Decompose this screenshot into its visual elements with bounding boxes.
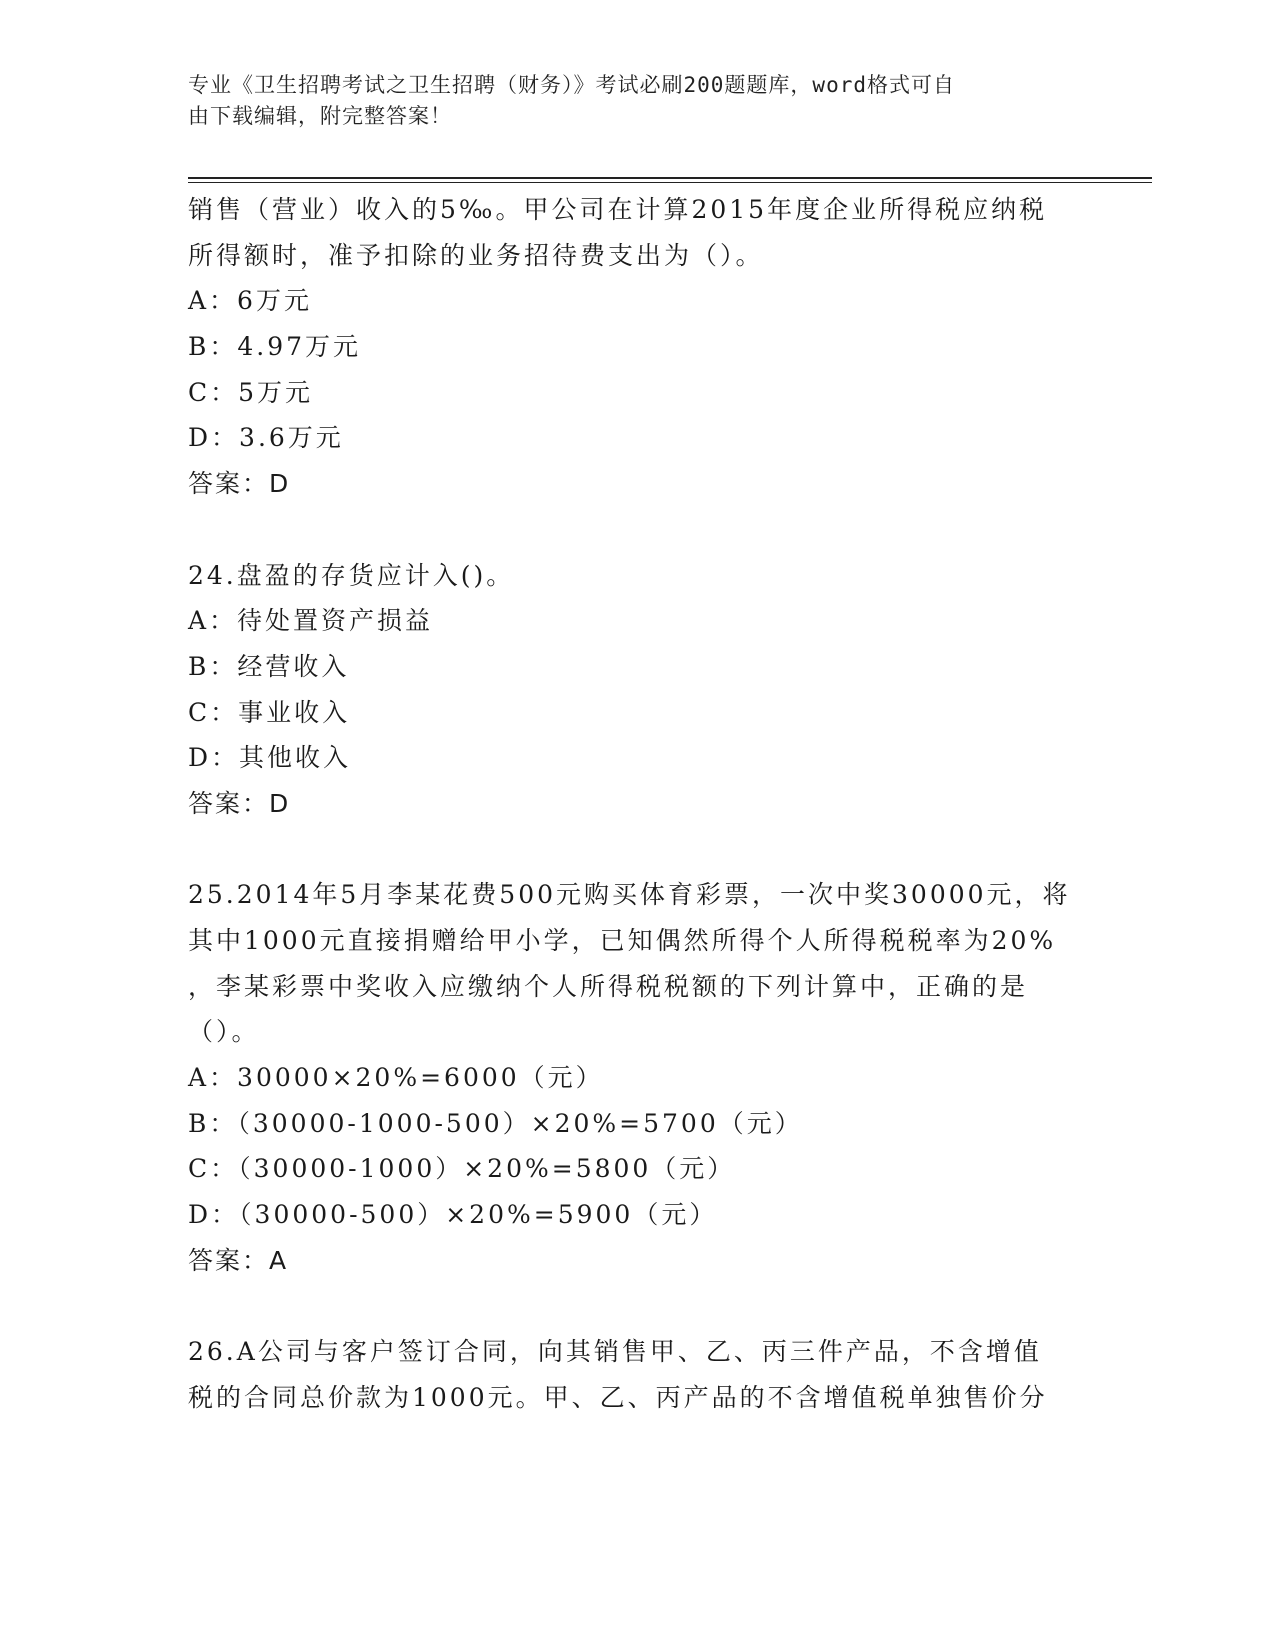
question-23-option-b: B：4.97万元 <box>188 332 362 362</box>
question-25-option-c: C：（30000-1000）×20%=5800（元） <box>188 1154 736 1184</box>
header-divider-thick <box>188 177 1152 179</box>
question-25-stem-line-3: ，李某彩票中奖收入应缴纳个人所得税税额的下列计算中，正确的是 <box>188 971 1029 1001</box>
question-25-answer: 答案：A <box>188 1245 289 1275</box>
question-25-option-a: A：30000×20%=6000（元） <box>188 1063 604 1093</box>
question-25 <box>188 872 1088 1283</box>
question-23-option-c: C：5万元 <box>188 377 314 407</box>
header-title-line-2: 由下载编辑，附完整答案！ <box>188 104 452 128</box>
question-23-answer: 答案：D <box>188 469 291 499</box>
question-24 <box>188 553 1088 827</box>
question-25-stem-line-2: 其中1000元直接捐赠给甲小学，已知偶然所得个人所得税税率为20% <box>188 926 1057 955</box>
header-divider-thin <box>188 182 1152 183</box>
question-25-option-d: D：（30000-500）×20%=5900（元） <box>188 1200 718 1230</box>
question-24-option-a: A：待处置资产损益 <box>188 606 434 636</box>
question-24-option-d: D：其他收入 <box>188 743 352 773</box>
page-header <box>188 70 1068 132</box>
question-26 <box>188 1329 1088 1420</box>
question-24-answer: 答案：D <box>188 788 291 818</box>
spacer <box>188 827 1088 873</box>
question-25-stem-line-1: 25.2014年5月李某花费500元购买体育彩票，一次中奖30000元，将 <box>188 880 1071 910</box>
question-23-stem-line-1: 销售（营业）收入的5‰。甲公司在计算2015年度企业所得税应纳税 <box>188 195 1048 224</box>
question-24-option-b: B：经营收入 <box>188 651 350 681</box>
question-23-stem-line-2: 所得额时，准予扣除的业务招待费支出为（）。 <box>188 240 764 270</box>
spacer <box>188 507 1088 553</box>
question-23 <box>188 187 1088 507</box>
question-23-option-a: A：6万元 <box>188 286 312 316</box>
question-25-stem-line-4: （）。 <box>188 1017 260 1047</box>
spacer <box>188 1284 1088 1330</box>
question-content <box>188 187 1088 1421</box>
header-title-line-1: 专业《卫生招聘考试之卫生招聘（财务）》考试必刷200题题库，word格式可自 <box>188 73 955 97</box>
question-24-option-c: C：事业收入 <box>188 697 351 727</box>
question-24-stem: 24.盘盈的存货应计入()。 <box>188 560 515 590</box>
question-23-option-d: D：3.6万元 <box>188 423 344 453</box>
question-26-stem-line-1: 26.A公司与客户签订合同，向其销售甲、乙、丙三件产品，不含增值 <box>188 1337 1042 1367</box>
question-26-stem-line-2: 税的合同总价款为1000元。甲、乙、丙产品的不含增值税单独售价分 <box>188 1382 1048 1412</box>
question-25-option-b: B：（30000-1000-500）×20%=5700（元） <box>188 1108 803 1138</box>
